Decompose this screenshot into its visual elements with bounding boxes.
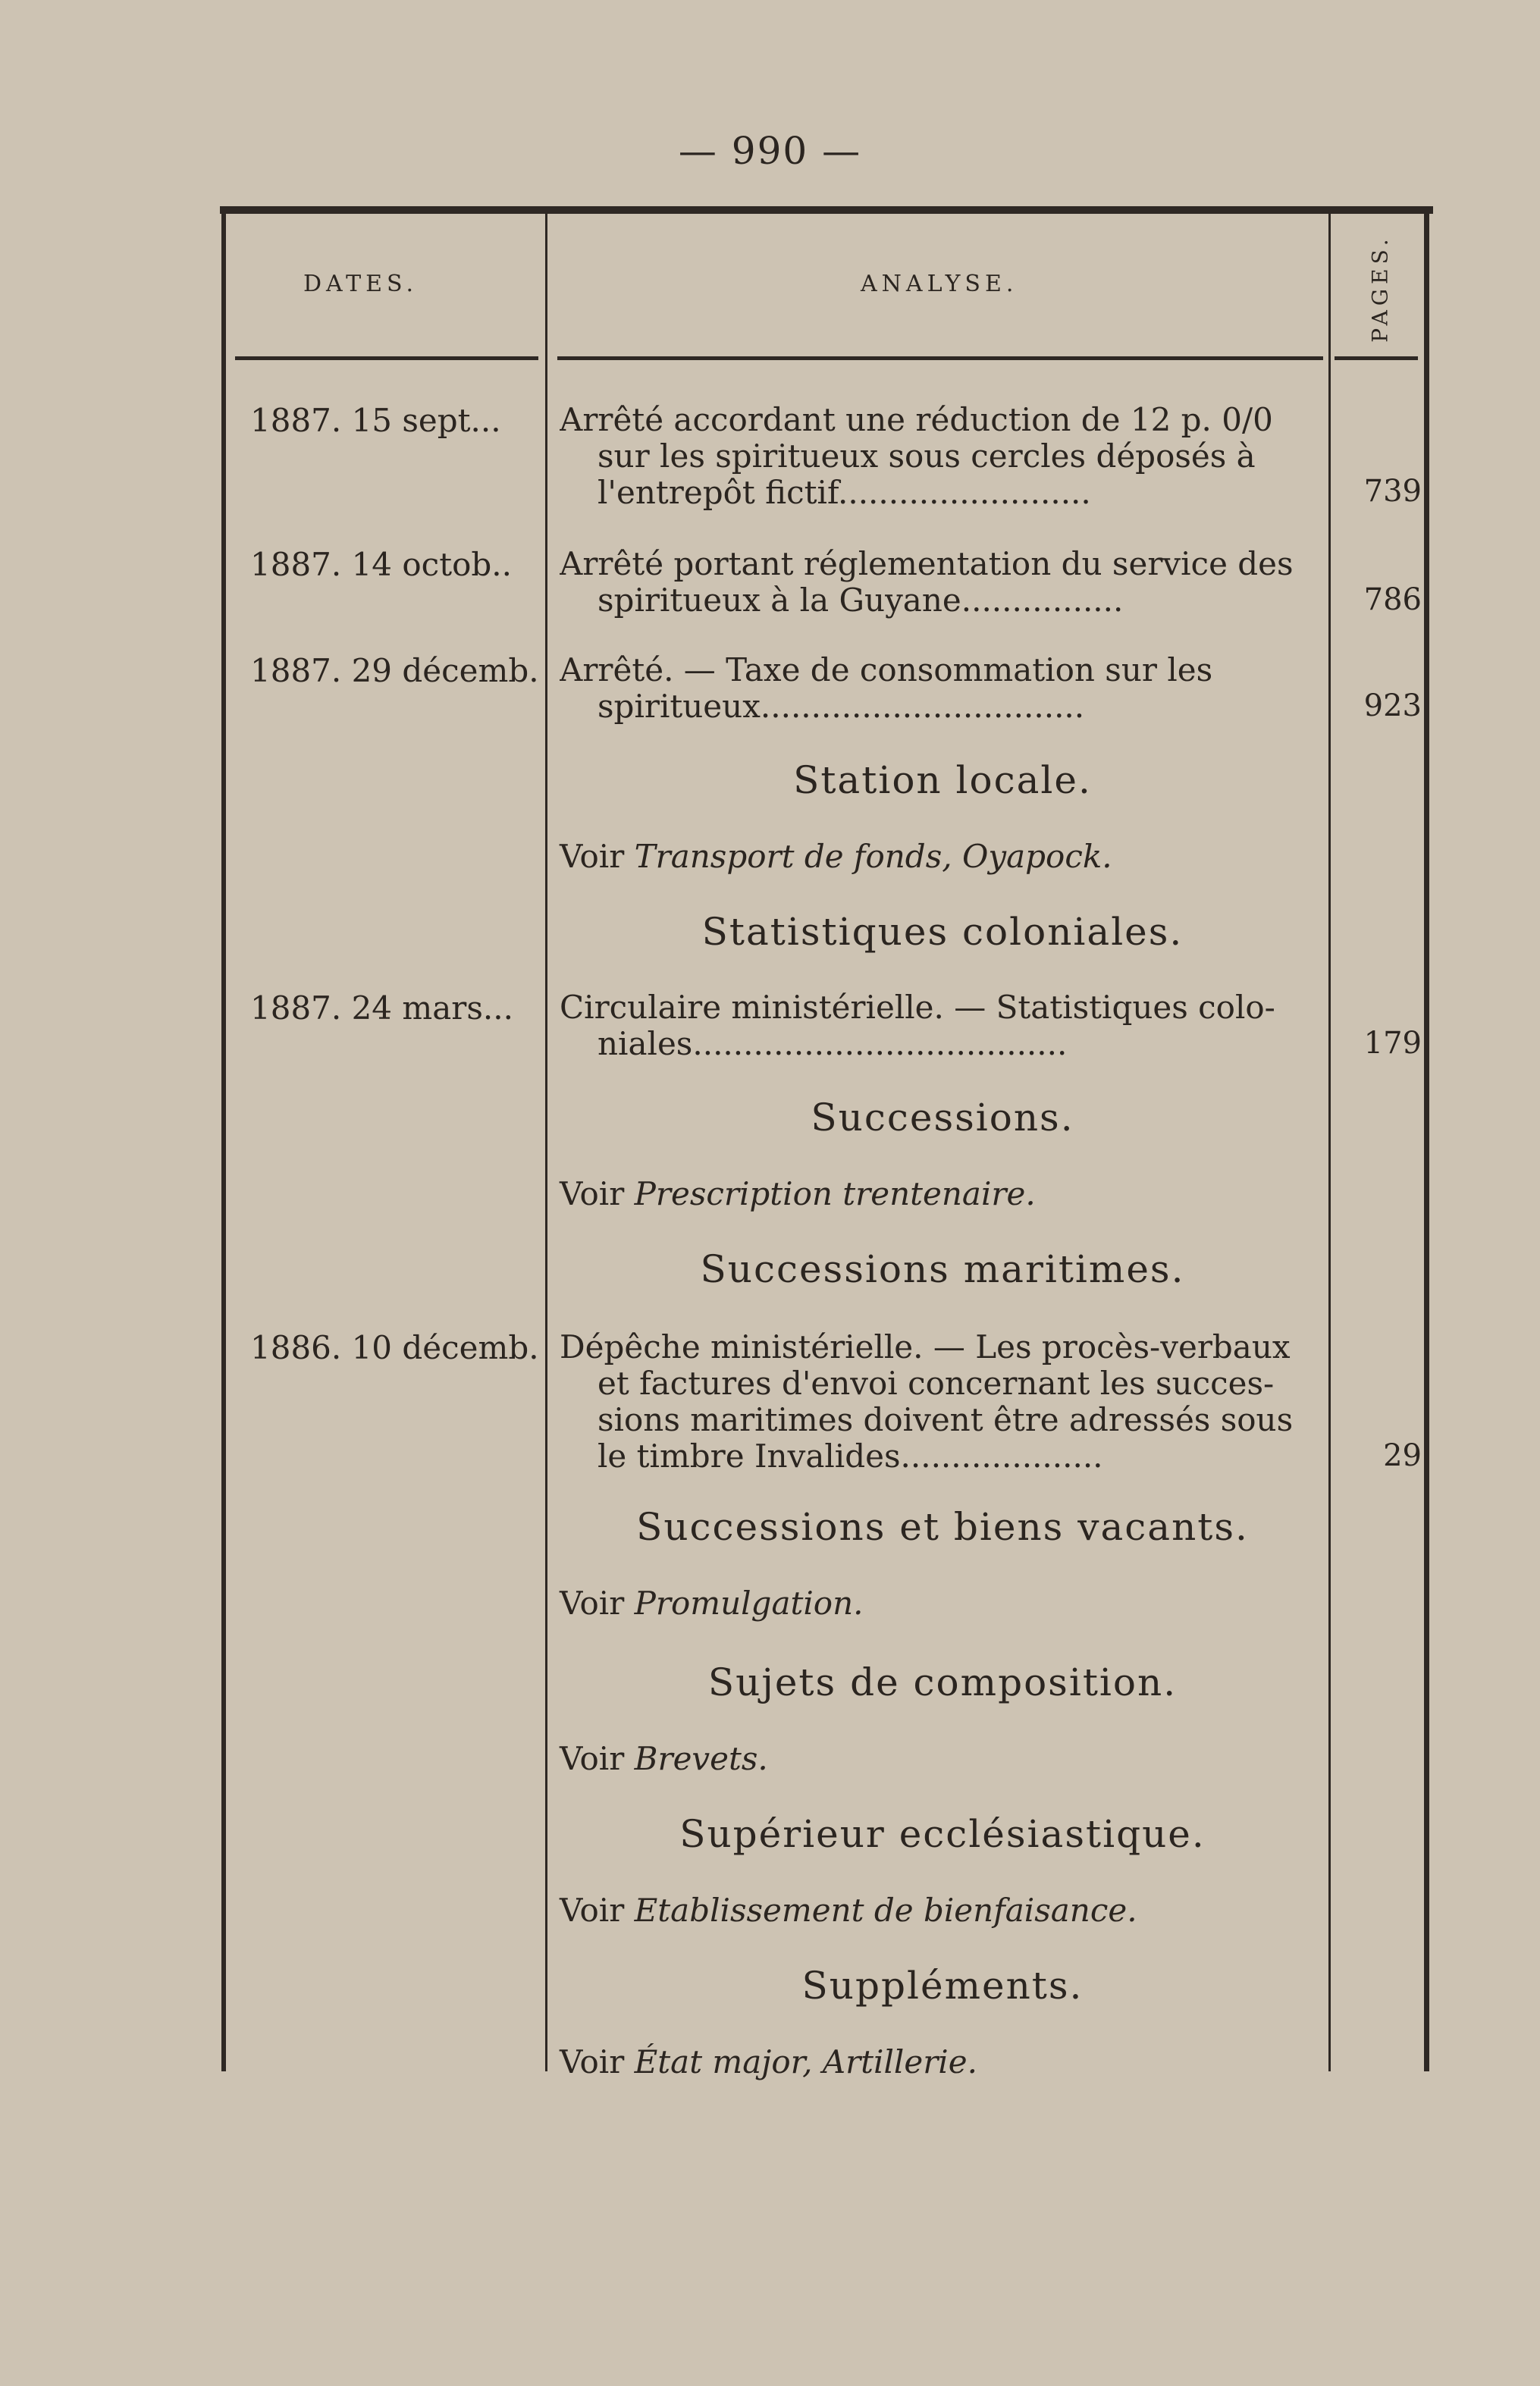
entry-text — [560, 546, 1325, 619]
entry-text — [560, 989, 1325, 1062]
header-analyse: ANALYSE. — [861, 271, 1018, 297]
header-dates: DATES. — [303, 271, 419, 297]
see-also-reference: Prescription trentenaire. — [634, 1175, 1036, 1212]
entry-date: 1887. 29 décemb. — [250, 652, 539, 689]
entry-text — [560, 402, 1325, 511]
see-also-label: Voir — [560, 1585, 635, 1622]
see-also-reference: Transport de fonds, Oyapock. — [634, 838, 1112, 875]
header-rule-analyse — [557, 356, 1323, 360]
entry-page: 923 — [1363, 688, 1422, 723]
section-title: Statistiques coloniales. — [701, 910, 1184, 954]
header-rule-pages — [1335, 356, 1418, 360]
entry-line: Arrêté. — Taxe de consommation sur les — [560, 652, 1213, 688]
entry-line: spiritueux à la Guyane................ — [597, 582, 1124, 619]
entry-line: Dépêche ministérielle. — Les procès-verbaux — [560, 1329, 1291, 1365]
section-title: Suppléments. — [801, 1964, 1084, 2008]
see-also-label: Voir — [560, 838, 635, 875]
entry-line: l'entrepôt fictif......................... — [597, 475, 1091, 511]
left-border — [221, 214, 226, 2071]
entry-page: 786 — [1363, 582, 1422, 617]
top-rule — [220, 206, 1433, 214]
entry-line: niales..................................... — [597, 1026, 1068, 1062]
entry-text — [560, 1329, 1325, 1475]
entry-line: le timbre Invalides.................... — [597, 1438, 1103, 1475]
entry-date: 1886. 10 décemb. — [250, 1329, 539, 1366]
entry-line: et factures d'envoi concernant les succes- — [597, 1365, 1275, 1402]
see-also — [560, 838, 1325, 875]
section-title: Station locale. — [793, 758, 1092, 802]
see-also-reference: Promulgation. — [634, 1585, 864, 1622]
entry-text — [560, 652, 1325, 725]
entry-line: Arrêté accordant une réduction de 12 p. 0/0 — [560, 402, 1273, 438]
see-also-label: Voir — [560, 1892, 635, 1929]
column-divider-pages — [1328, 214, 1331, 2071]
section-title: Sujets de composition. — [707, 1660, 1178, 1704]
header-rule-dates — [235, 356, 538, 360]
entry-line: sur les spiritueux sous cercles déposés à — [597, 438, 1256, 475]
entry-page: 29 — [1383, 1438, 1422, 1473]
section-title: Successions maritimes. — [700, 1247, 1185, 1291]
section-title: Successions et biens vacants. — [636, 1505, 1249, 1549]
see-also-label: Voir — [560, 2043, 635, 2080]
entry-date: 1887. 24 mars... — [250, 989, 513, 1027]
entry-page: 739 — [1363, 474, 1422, 509]
section-title: Successions. — [811, 1096, 1074, 1140]
see-also — [560, 1585, 1325, 1622]
entry-date: 1887. 15 sept... — [250, 402, 501, 439]
see-also-reference: État major, Artillerie. — [634, 2043, 977, 2080]
see-also — [560, 1892, 1325, 1929]
entry-page: 179 — [1363, 1026, 1422, 1061]
see-also — [560, 1175, 1325, 1212]
see-also-reference: Etablissement de bienfaisance. — [634, 1892, 1137, 1929]
right-border — [1424, 214, 1429, 2071]
column-divider-dates — [545, 214, 547, 2071]
page-number: — 990 — — [678, 129, 862, 173]
entry-line: sions maritimes doivent être adressés sous — [597, 1402, 1294, 1438]
see-also-label: Voir — [560, 1740, 635, 1777]
see-also-reference: Brevets. — [634, 1740, 768, 1777]
entry-line: Circulaire ministérielle. — Statistiques colo- — [560, 989, 1275, 1026]
entry-date: 1887. 14 octob.. — [250, 546, 512, 583]
see-also — [560, 1740, 1325, 1777]
entry-line: spiritueux................................ — [597, 688, 1085, 725]
header-pages: PAGES. — [1367, 234, 1393, 343]
see-also — [560, 2043, 1325, 2080]
section-title: Supérieur ecclésiastique. — [679, 1812, 1206, 1856]
see-also-label: Voir — [560, 1175, 635, 1212]
entry-line: Arrêté portant réglementation du service des — [560, 546, 1294, 582]
